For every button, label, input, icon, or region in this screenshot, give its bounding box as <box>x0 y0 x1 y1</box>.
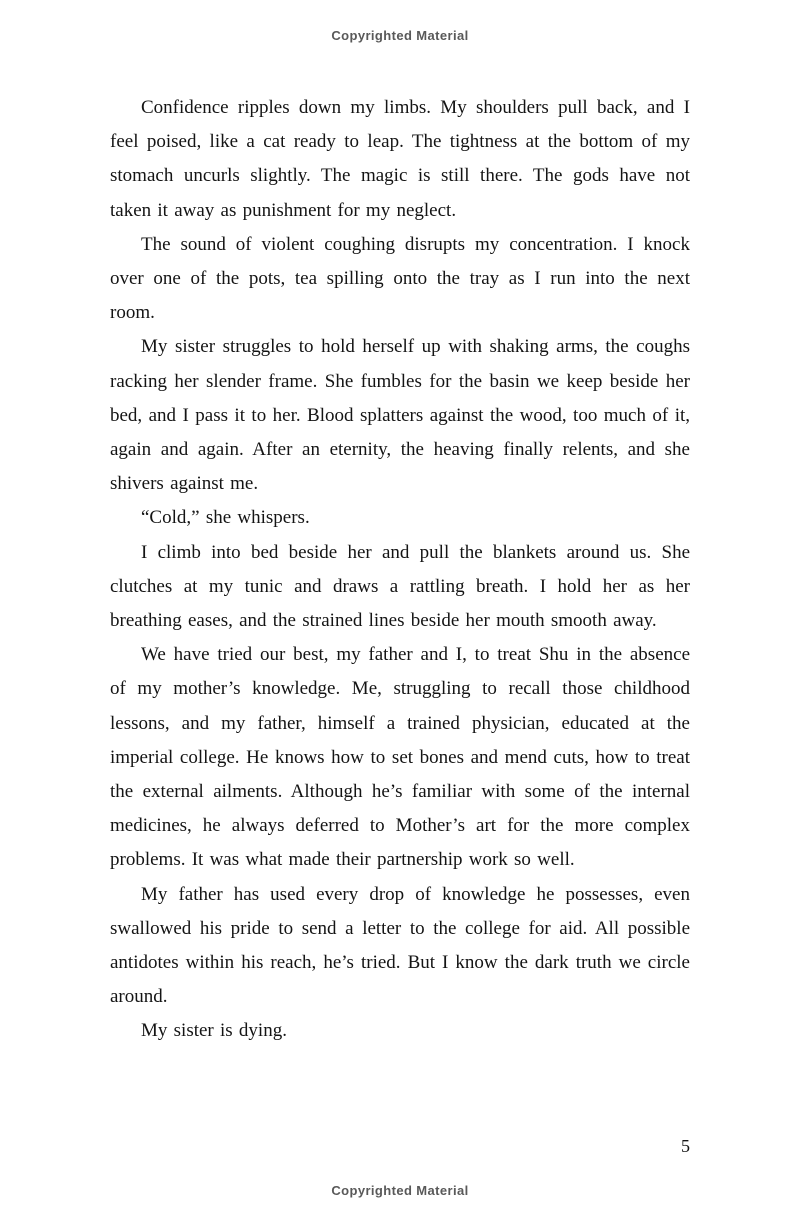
copyright-watermark-bottom: Copyrighted Material <box>331 1183 469 1198</box>
paragraph: My sister struggles to hold herself up with shaking arms, the coughs racking her slender frame. She fumbles for the basin we keep beside her bed, and I pass it to her. Blood splatters against the wood, too much of it, again and again. After an eternity, the heaving finally relents, and she shivers against me. <box>110 336 690 495</box>
copyright-watermark-top: Copyrighted Material <box>331 28 469 43</box>
paragraph: I climb into bed beside her and pull the blankets around us. She clutches at my tunic and draws a rattling breath. I hold her as her breathing eases, and the strained lines beside her mouth smooth away. <box>110 541 690 632</box>
paragraph: My father has used every drop of knowledge he possesses, even swallowed his pride to send a letter to the college for aid. All possible antidotes within his reach, he’s tried. But I know the dark truth we circle around. <box>110 883 690 1008</box>
paragraph: My sister is dying. <box>141 1020 287 1042</box>
page-number: 5 <box>681 1136 690 1156</box>
paragraph: Confidence ripples down my limbs. My shoulders pull back, and I feel poised, like a cat ready to leap. The tightness at the bottom of my stomach uncurls slightly. The magic is still there. The gods have not taken it away as punishment for my neglect. <box>110 97 690 221</box>
paragraph: We have tried our best, my father and I, to treat Shu in the absence of my mother’s knowledge. Me, struggling to recall those childhood lessons, and my father, himself a trained physician, educated at the imperial college. He knows how to set bones and mend cuts, how to treat the external ailments. Although he’s familiar with some of the internal medicines, he always deferred to Mother’s art for the more complex problems. It was what made their partnership work so well. <box>110 644 690 871</box>
paragraph: The sound of violent coughing disrupts my concentration. I knock over one of the pots, tea spilling onto the tray as I run into the next room. <box>110 233 690 324</box>
paragraph: “Cold,” she whispers. <box>141 507 310 529</box>
page-text-block <box>110 91 690 1049</box>
